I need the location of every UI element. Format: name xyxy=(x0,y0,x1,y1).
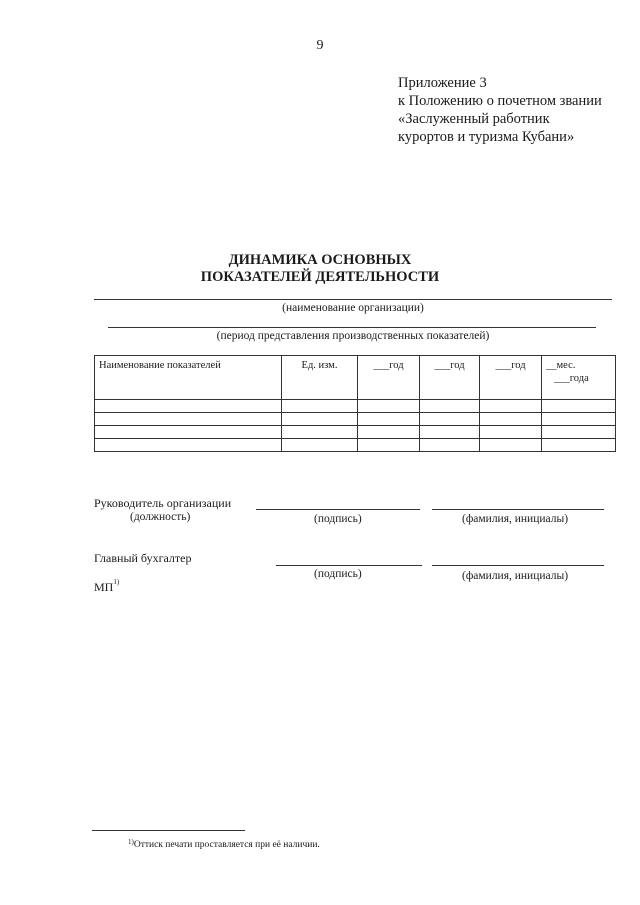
table-cell[interactable] xyxy=(542,426,616,439)
table-cell[interactable] xyxy=(358,439,420,452)
table-cell[interactable] xyxy=(542,439,616,452)
table-cell[interactable] xyxy=(282,413,358,426)
table-row xyxy=(95,400,616,413)
table-cell[interactable] xyxy=(420,413,480,426)
seal-label: МП xyxy=(94,580,114,594)
period-caption: (период представления производственных показателей) xyxy=(216,330,490,342)
table-cell[interactable] xyxy=(95,439,282,452)
head-name-caption: (фамилия, инициалы) xyxy=(462,513,569,525)
table-cell[interactable] xyxy=(358,426,420,439)
accountant-name-line[interactable] xyxy=(432,565,604,566)
head-name-line[interactable] xyxy=(432,509,604,510)
table-cell[interactable] xyxy=(282,426,358,439)
appendix-line: Приложение 3 xyxy=(398,75,487,91)
page-number: 9 xyxy=(316,38,324,53)
table-cell[interactable] xyxy=(420,439,480,452)
footnote-text: Оттиск печати проставляется при её наличии. xyxy=(133,840,320,850)
title-line-1: ДИНАМИКА ОСНОВНЫХ xyxy=(228,252,412,268)
appendix-line: «Заслуженный работник xyxy=(398,111,550,127)
table-cell[interactable] xyxy=(542,413,616,426)
header-months-line1: __мес. xyxy=(546,360,576,371)
header-months xyxy=(542,356,616,400)
table-cell[interactable] xyxy=(95,413,282,426)
table-cell[interactable] xyxy=(95,426,282,439)
table-cell[interactable] xyxy=(282,439,358,452)
header-year-3: ___год xyxy=(480,356,542,400)
table-cell[interactable] xyxy=(480,413,542,426)
footnote xyxy=(128,840,320,850)
accountant-name-caption: (фамилия, инициалы) xyxy=(462,570,569,582)
table-cell[interactable] xyxy=(282,400,358,413)
header-unit: Ед. изм. xyxy=(282,356,358,400)
table-row xyxy=(95,413,616,426)
table-cell[interactable] xyxy=(480,439,542,452)
head-position-caption: (должность) xyxy=(130,511,191,523)
header-year-2: ___год xyxy=(420,356,480,400)
accountant-signature-caption: (подпись) xyxy=(314,568,362,580)
appendix-line: к Положению о почетном звании xyxy=(398,93,602,109)
header-year-1: ___год xyxy=(358,356,420,400)
footnote-mark: 1) xyxy=(128,838,134,846)
title-line-2: ПОКАЗАТЕЛЕЙ ДЕЯТЕЛЬНОСТИ xyxy=(200,269,440,285)
head-signature-caption: (подпись) xyxy=(314,513,362,525)
appendix-line: курортов и туризма Кубани» xyxy=(398,129,575,145)
accountant-signature-line[interactable] xyxy=(276,565,422,566)
document-title xyxy=(0,252,640,286)
seal-footnote-mark: 1) xyxy=(113,578,120,586)
head-signature-line[interactable] xyxy=(256,509,420,510)
indicators-table xyxy=(94,355,616,452)
organization-name-line xyxy=(94,299,612,300)
footnote-divider xyxy=(92,830,245,831)
table-cell[interactable] xyxy=(420,426,480,439)
header-months-line2: ___года xyxy=(554,373,589,384)
table-cell[interactable] xyxy=(542,400,616,413)
appendix-header xyxy=(398,74,602,146)
table-row xyxy=(95,426,616,439)
table-row xyxy=(95,439,616,452)
header-indicator-name: Наименование показателей xyxy=(95,356,282,400)
table-cell[interactable] xyxy=(480,400,542,413)
table-cell[interactable] xyxy=(358,413,420,426)
table-header-row xyxy=(95,356,616,400)
table-cell[interactable] xyxy=(480,426,542,439)
head-label: Руководитель организации xyxy=(94,496,232,510)
table-cell[interactable] xyxy=(95,400,282,413)
table-cell[interactable] xyxy=(358,400,420,413)
table-cell[interactable] xyxy=(420,400,480,413)
period-line xyxy=(108,327,596,328)
accountant-label: Главный бухгалтер xyxy=(94,551,192,565)
organization-caption: (наименование организации) xyxy=(282,302,424,314)
seal-place xyxy=(94,580,119,595)
